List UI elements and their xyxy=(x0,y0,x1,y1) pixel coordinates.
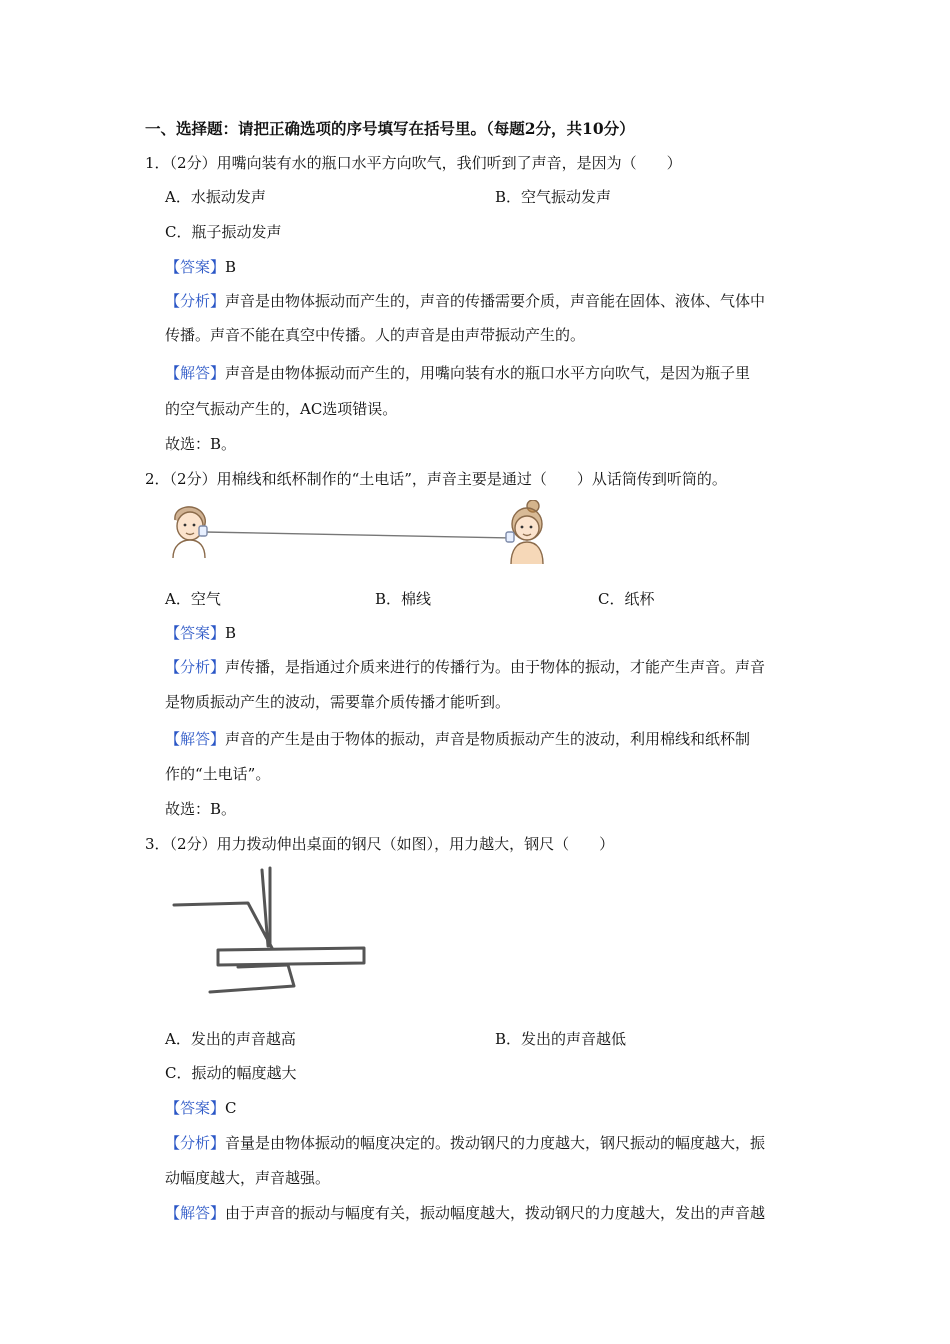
q3-option-b: B．发出的声音越低 xyxy=(495,1030,627,1048)
steel-ruler-illustration xyxy=(168,862,378,1004)
q1-solution-line-1: 【解答】声音是由物体振动而产生的，用嘴向装有水的瓶口水平方向吹气，是因为瓶子里 xyxy=(165,364,751,382)
string-telephone-illustration xyxy=(165,500,565,572)
solution-tag: 【解答】 xyxy=(165,730,226,748)
boy-figure xyxy=(173,507,207,558)
answer-tag: 【答案】 xyxy=(165,1099,226,1117)
question-3-stem: 3．（2分）用力拨动伸出桌面的钢尺（如图），用力越大，钢尺（ ） xyxy=(145,835,615,853)
q3-option-c: C．振动的幅度越大 xyxy=(165,1064,297,1082)
question-2-stem: 2．（2分）用棉线和纸杯制作的“土电话”，声音主要是通过（ ）从话筒传到听筒的。 xyxy=(145,470,727,488)
cotton-string xyxy=(205,532,510,538)
q1-analysis-line-1: 【分析】声音是由物体振动而产生的，声音的传播需要介质，声音能在固体、液体、气体中 xyxy=(165,292,766,310)
q2-analysis-line-1: 【分析】声传播，是指通过介质来进行的传播行为。由于物体的振动，才能产生声音。声音 xyxy=(165,658,766,676)
q1-option-b: B．空气振动发声 xyxy=(495,188,612,206)
q1-answer xyxy=(165,257,236,277)
steel-ruler xyxy=(218,948,364,965)
analysis-tag: 【分析】 xyxy=(165,658,226,676)
q2-solution-line-1: 【解答】声音的产生是由于物体的振动，声音是物质振动产生的波动，利用棉线和纸杯制 xyxy=(165,730,751,748)
q1-option-c: C．瓶子振动发声 xyxy=(165,223,282,241)
analysis-tag: 【分析】 xyxy=(165,292,226,310)
table-edge-lower xyxy=(210,965,294,992)
q2-analysis-line-2: 是物质振动产生的波动，需要靠介质传播才能听到。 xyxy=(165,693,511,711)
q2-answer: 【答案】B xyxy=(165,624,237,642)
q3-answer: 【答案】C xyxy=(165,1099,237,1117)
q1-choose: 故选：B。 xyxy=(165,435,237,453)
solution-tag: 【解答】 xyxy=(165,1204,226,1222)
q2-option-a: A．空气 xyxy=(165,590,221,608)
q2-option-c: C．纸杯 xyxy=(598,590,655,608)
analysis-tag: 【分析】 xyxy=(165,1134,226,1152)
q1-answer-value: B xyxy=(225,258,237,276)
q1-solution-line-2: 的空气振动产生的，AC选项错误。 xyxy=(165,400,398,418)
answer-tag: 【答案】 xyxy=(165,258,226,276)
q1-option-a: A．水振动发声 xyxy=(165,188,266,206)
table-edge-upper xyxy=(174,903,272,948)
q3-analysis-line-2: 动幅度越大，声音越强。 xyxy=(165,1169,331,1187)
q1-analysis-line-2: 传播。声音不能在真空中传播。人的声音是由声带振动产生的。 xyxy=(165,326,586,344)
q3-analysis-line-1: 【分析】音量是由物体振动的幅度决定的。拨动钢尺的力度越大，钢尺振动的幅度越大，振 xyxy=(165,1134,766,1152)
q2-choose: 故选：B。 xyxy=(165,800,237,818)
answer-tag: 【答案】 xyxy=(165,624,226,642)
girl-figure xyxy=(506,500,543,564)
q2-option-b: B．棉线 xyxy=(375,590,432,608)
q3-option-a: A．发出的声音越高 xyxy=(165,1030,296,1048)
solution-tag: 【解答】 xyxy=(165,364,226,382)
q3-solution-line-1: 【解答】由于声音的振动与幅度有关，振动幅度越大，拨动钢尺的力度越大，发出的声音越 xyxy=(165,1204,766,1222)
section-title: 一、选择题：请把正确选项的序号填写在括号里。（每题2分，共10分） xyxy=(145,119,635,138)
q2-solution-line-2: 作的“土电话”。 xyxy=(165,765,271,783)
question-1-stem: 1．（2分）用嘴向装有水的瓶口水平方向吹气，我们听到了声音，是因为（ ） xyxy=(145,154,682,172)
